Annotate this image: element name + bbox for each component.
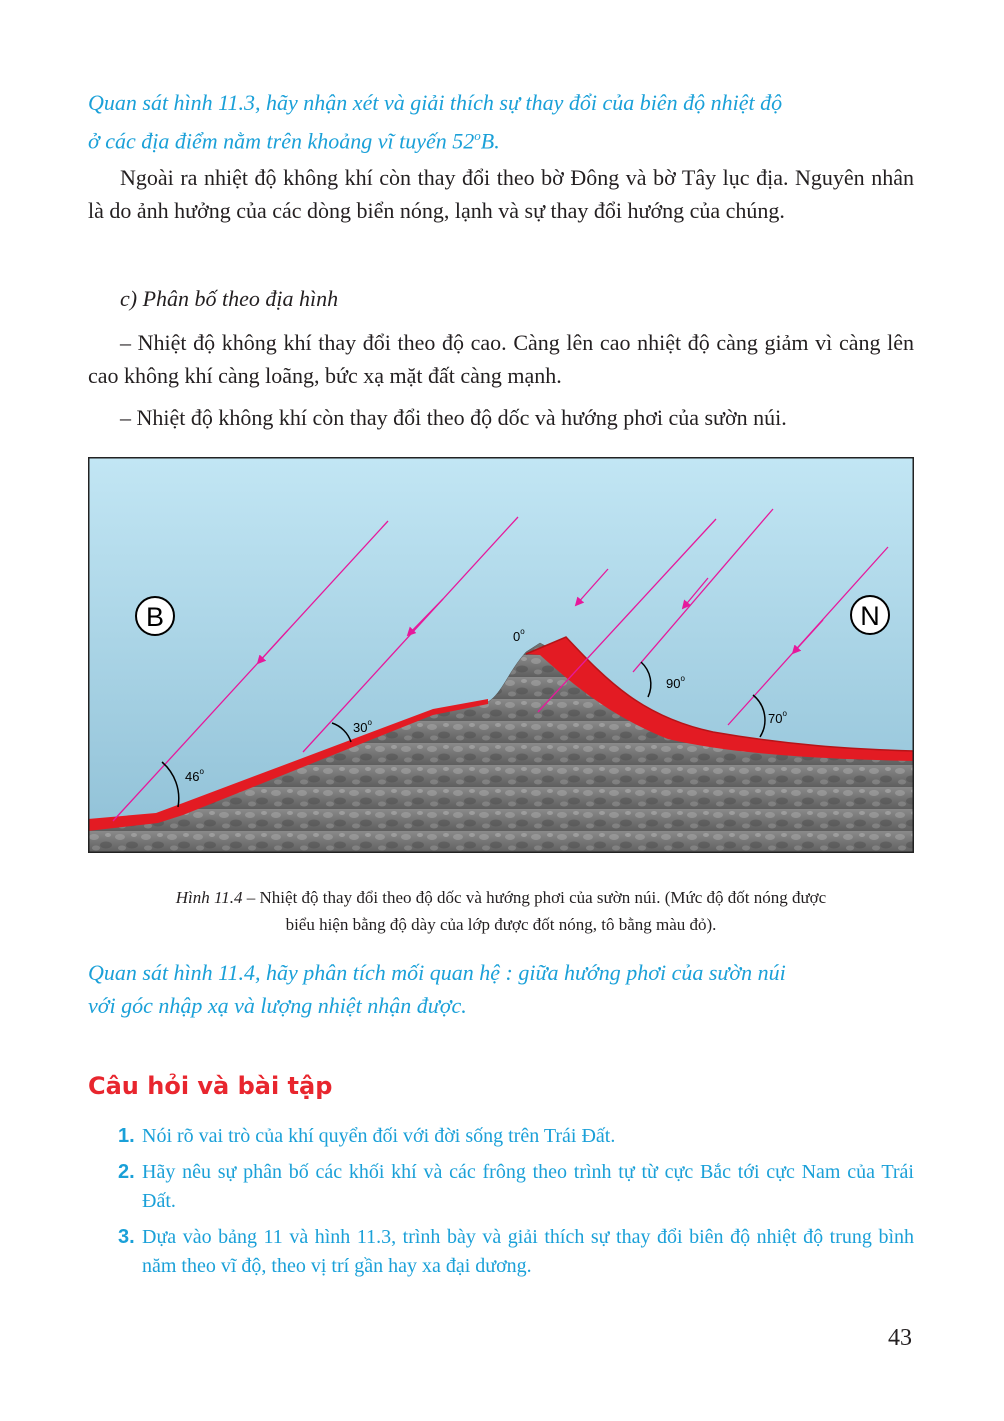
coast-paragraph: Ngoài ra nhiệt độ không khí còn thay đổi theo bờ Đông và bờ Tây lục địa. Nguyên nhân là do ảnh hưởng của các dòng biển nóng, lạnh và sự thay đổi hướng của chúng. [88,165,914,223]
intro-task [88,86,914,157]
question-item [118,1158,914,1216]
angle-label-70: 70$^o$ [768,709,787,726]
caption-line-1: – Nhiệt độ thay đổi theo độ dốc và hướng phơi của sườn núi. (Mức độ đốt nóng được [242,888,827,907]
questions-heading: Câu hỏi và bài tập [88,1072,333,1100]
question-item [118,1122,914,1151]
angle-label-30: 30$^o$ [353,718,372,735]
figure-11-4-diagram [88,457,914,853]
north-marker [136,597,174,635]
caption-label: Hình 11.4 [175,888,243,907]
question-number: 1. [118,1125,135,1147]
question-item [118,1223,914,1281]
south-marker [851,596,889,634]
section-heading-c: c) Phân bố theo địa hình [120,286,339,311]
intro-task-suffix: B. [480,128,500,154]
question-number: 3. [118,1226,135,1248]
degree-superscript: o [474,128,481,143]
question-text: Dựa vào bảng 11 và hình 11.3, trình bày và giải thích sự thay đổi biên độ nhiệt độ trung bình năm theo vĩ độ, theo vị trí gần hay xa đại dương. [142,1226,914,1277]
intro-task-line-2 [88,119,914,157]
north-label: B [145,602,165,632]
figure-task-line-2: với góc nhập xạ và lượng nhiệt nhận được. [88,993,467,1018]
intro-task-text: ở các địa điểm nằm trên khoảng vĩ tuyến 52 [88,128,475,154]
figure-task-line-1: Quan sát hình 11.4, hãy phân tích mối quan hệ : giữa hướng phơi của sườn núi [88,960,786,985]
figure-task [88,956,914,1022]
page-number: 43 [888,1325,912,1351]
angle-label-90: 90$^o$ [666,674,685,691]
question-list [118,1122,914,1288]
figure-caption [88,884,914,938]
caption-line-2: biểu hiện bằng độ dày của lớp được đốt nóng, tô bằng màu đỏ). [285,915,717,934]
angle-label-46: 46$^o$ [185,767,204,784]
question-text: Hãy nêu sự phân bố các khối khí và các frông theo trình tự từ cực Bắc tới cực Nam của Trái Đất. [142,1161,914,1212]
intro-task-line-1: Quan sát hình 11.3, hãy nhận xét và giải thích sự thay đổi của biên độ nhiệt độ [88,90,783,115]
south-label: N [860,601,880,631]
question-text: Nói rõ vai trò của khí quyển đối với đời sống trên Trái Đất. [142,1125,616,1147]
angle-label-0: 0$^o$ [513,627,525,644]
question-number: 2. [118,1161,135,1183]
bullet-altitude: – Nhiệt độ không khí thay đổi theo độ cao. Càng lên cao nhiệt độ càng giảm vì càng lên cao không khí càng loãng, bức xạ mặt đất càng mạnh. [88,330,914,388]
bullet-slope: – Nhiệt độ không khí còn thay đổi theo độ dốc và hướng phơi của sườn núi. [120,405,787,430]
